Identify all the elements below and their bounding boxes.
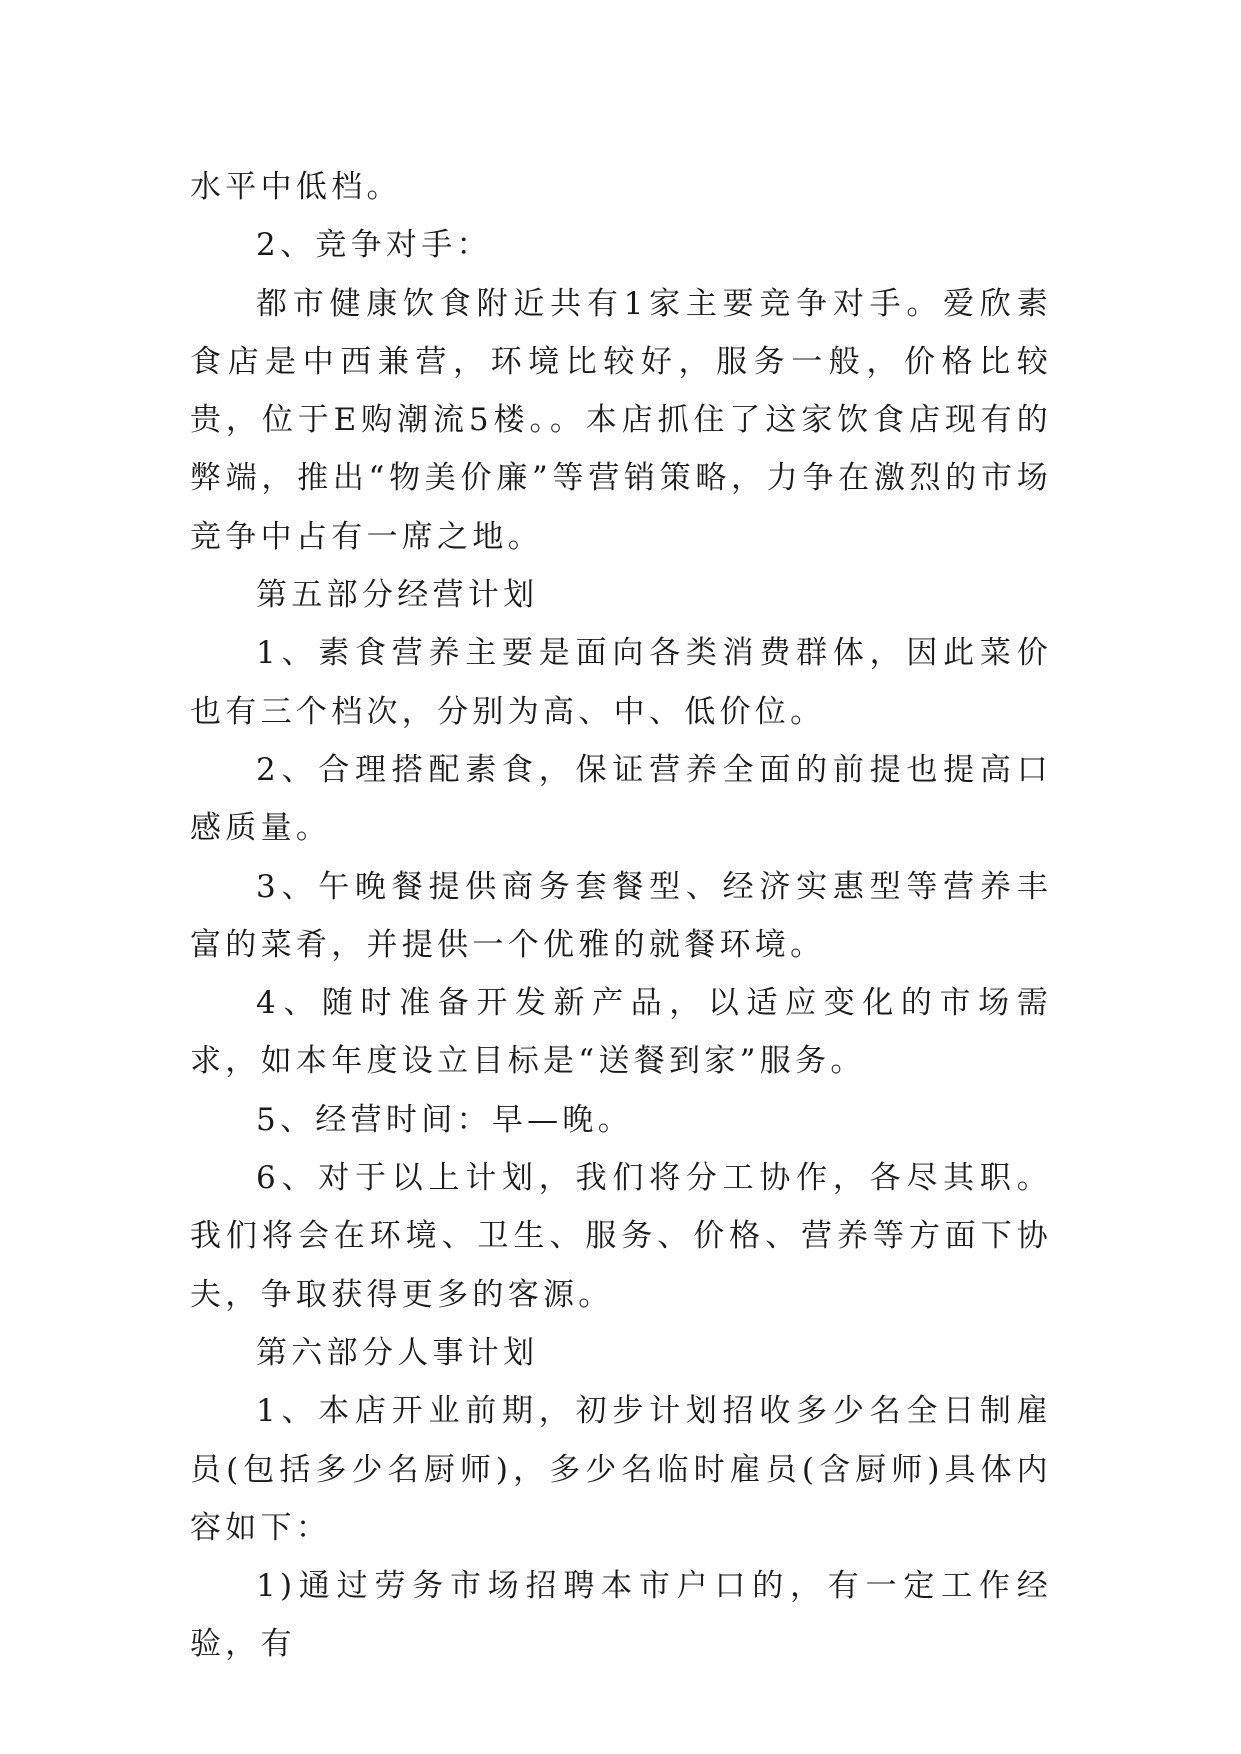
document-body <box>190 158 1052 1674</box>
paragraph-personnel-subitem-1: 1)通过劳务市场招聘本市户口的，有一定工作经验，有 <box>190 1568 1052 1663</box>
paragraph-competitor-detail: 都市健康饮食附近共有1家主要竞争对手。爱欣素食店是中西兼营，环境比较好，服务一般，价格比较贵，位于E购潮流5楼。。本店抓住了这家饮食店现有的弊端，推出“物美价廉”等营销策略，力争在激烈的市场竞争中占有一席之地。 <box>190 285 1052 555</box>
paragraph-plan-item-2: 2、合理搭配素食，保证营养全面的前提也提高口感质量。 <box>190 751 1052 847</box>
paragraph-plan-item-1: 1、素食营养主要是面向各类消费群体，因此菜价也有三个档次，分别为高、中、低价位。 <box>190 635 1052 730</box>
paragraph-personnel-item-1: 1、本店开业前期，初步计划招收多少名全日制雇员(包括多少名厨师)，多少名临时雇员(含厨师)具体内容如下： <box>190 1393 1052 1546</box>
section-heading-personnel-plan: 第六部分人事计划 <box>256 1334 539 1371</box>
section-heading-business-plan: 第五部分经营计划 <box>256 577 539 614</box>
paragraph-plan-item-5: 5、经营时间：早—晚。 <box>256 1101 634 1138</box>
paragraph-plan-item-3: 3、午晚餐提供商务套餐型、经济实惠型等营养丰富的菜肴，并提供一个优雅的就餐环境。 <box>190 868 1052 963</box>
paragraph-continuation: 水平中低档。 <box>190 169 402 205</box>
paragraph-plan-item-4: 4、随时准备开发新产品，以适应变化的市场需求，如本年度设立目标是“送餐到家”服务。 <box>190 985 1052 1080</box>
paragraph-competitor-heading: 2、竞争对手： <box>256 227 492 264</box>
paragraph-plan-item-6: 6、对于以上计划，我们将分工协作，各尽其职。我们将会在环境、卫生、服务、价格、营养等方面下协夫，争取获得更多的客源。 <box>190 1160 1052 1313</box>
